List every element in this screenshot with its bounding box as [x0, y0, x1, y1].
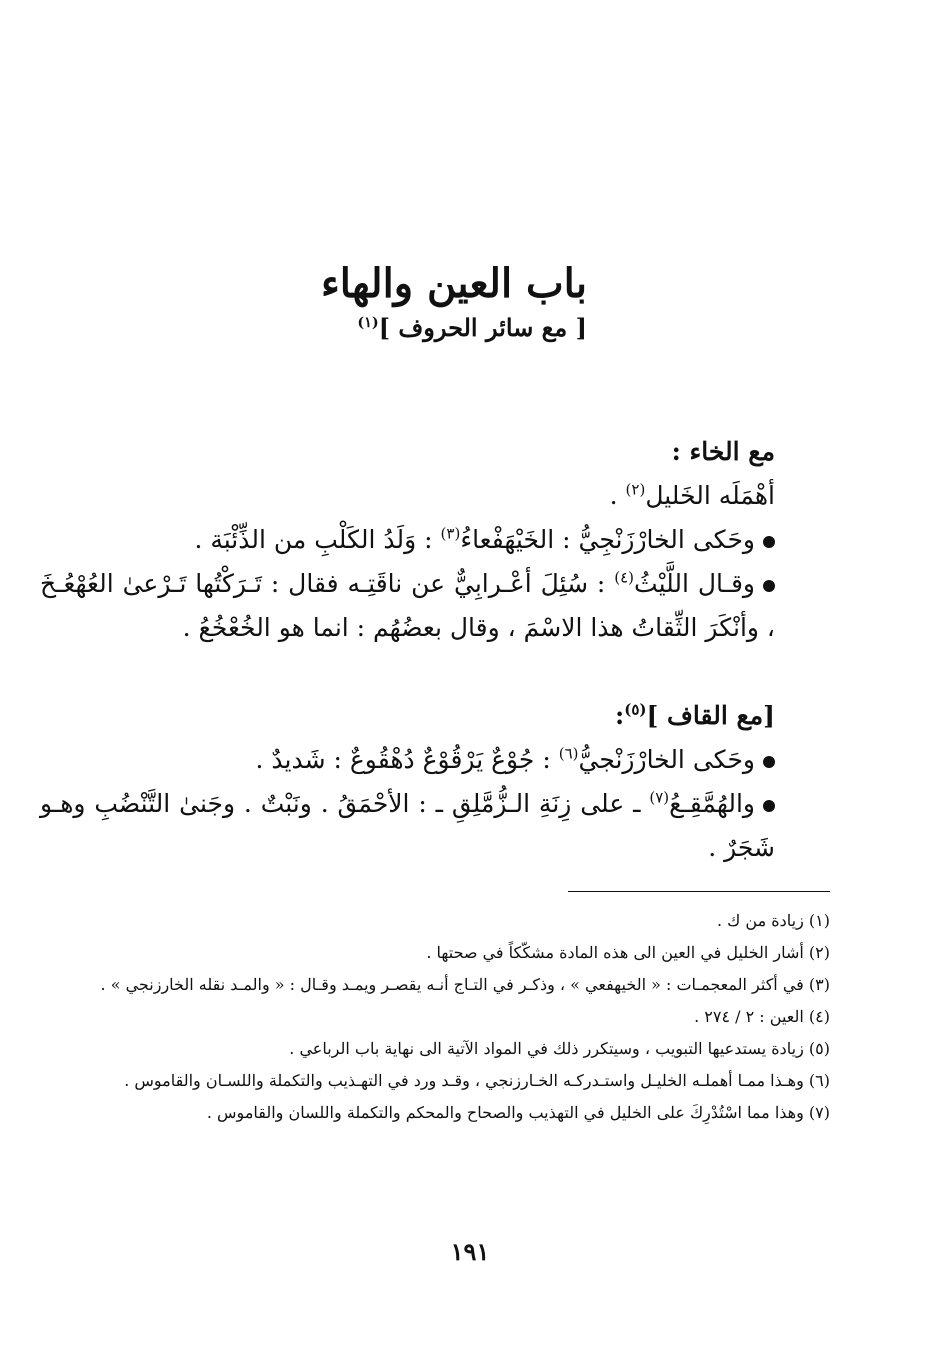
- footnote-divider: [568, 891, 830, 892]
- footnote-3: (٣) في أكثر المعجمـات : « الخيهفعي » ، وذكـر في التـاج أنـه يقصـر ويمـد وقـال : « والمـد نقله الخارزنجي » .: [100, 975, 830, 994]
- section-gap: [40, 650, 775, 694]
- page-number: ١٩١: [450, 1237, 490, 1266]
- footnote-1: (١) زيادة من ك .: [716, 911, 830, 930]
- bullet-icon: [763, 580, 775, 592]
- chapter-subtitle: [267, 310, 587, 346]
- entry-kha-2: [40, 562, 775, 650]
- entry-lead: والهُمَّقِـعُ: [669, 789, 755, 818]
- entry-rest: : سُئِلَ أعْـرابِيٌّ عن ناقَتِـه فقال : تَـرَكْتُها تَـرْعىٰ العُهْعُـخَ ، وأنْكَرَ الثِّقاتُ هذا الاسْمَ ، وقال بعضُهُم : انما هو الخُعْخُعُ .: [40, 569, 775, 642]
- entry-lead: وحَكى الخارْزَنْجيُّ: [578, 745, 755, 774]
- footnote-6: (٦) وهـذا ممـا أهملـه الخليـل واستـدركـه الخـارزنجي ، وقـد ورد في التهـذيب والتكملة واللسـان والقاموس .: [124, 1071, 830, 1090]
- chapter-title: باب العين والهاء: [321, 260, 587, 307]
- bullet-icon: [763, 800, 775, 812]
- entry-lead: وقـال اللَّيْثُ: [634, 569, 755, 598]
- section-heading-qaf: [40, 694, 775, 738]
- footnote-ref-2: (٢): [625, 480, 646, 499]
- footnotes: [100, 905, 830, 1129]
- entry-qaf-1: [40, 738, 775, 782]
- chapter-subtitle-text: [ مع سائر الحروف ]: [378, 313, 587, 342]
- section-heading-kha: مع الخاء :: [671, 437, 775, 466]
- footnote-4: (٤) العين : ٢ / ٢٧٤ .: [694, 1007, 830, 1026]
- footnote-ref-6: (٦): [558, 744, 579, 763]
- entry-qaf-2: [40, 782, 775, 870]
- bullet-icon: [763, 756, 775, 768]
- footnote-2: (٢) أشار الخليل في العين الى هذه المادة مشكّكاً في صحتها .: [426, 943, 830, 962]
- bullet-icon: [763, 536, 775, 548]
- entry-rest: : وَلَدُ الكَلْبِ من الذِّئْبَة .: [194, 525, 441, 554]
- entry-lead: وحَكى الخارْزَنْجِيُّ : الخَيْهَفْعاءُ: [460, 525, 755, 554]
- section-intro-kha: [40, 474, 775, 518]
- main-text: [40, 430, 775, 870]
- footnote-ref-4: (٤): [614, 568, 635, 587]
- footnote-5: (٥) زيادة يستدعيها التبويب ، وسيتكرر ذلك في المواد الآتية الى نهاية باب الرباعي .: [289, 1039, 830, 1058]
- chapter-title-block: [267, 258, 587, 346]
- heading-end: :: [614, 701, 625, 730]
- intro-text: أهْمَلَه الخَليل: [645, 481, 775, 510]
- footnote-7: (٧) وهذا مما اسْتُدْرِكَ على الخليل في التهذيب والصحاح والمحكم والتكملة واللسان والقاموس .: [206, 1103, 830, 1122]
- footnote-ref-7: (٧): [649, 788, 670, 807]
- footnote-ref-3: (٣): [440, 524, 461, 543]
- footnote-ref-1: (١): [357, 314, 379, 331]
- entry-rest: : جُوْعٌ يَرْقُوْعٌ دُهْقُوعٌ : شَديدٌ .: [255, 745, 559, 774]
- intro-end: .: [609, 481, 626, 510]
- entry-kha-1: [40, 518, 775, 562]
- entry-rest: ـ على زِنَةِ الـزُّمَّلِقِ ـ : الأحْمَقُ . ونَبْتٌ . وجَنىٰ التَّنْضُبِ وهـو شَجَرٌ .: [40, 789, 775, 862]
- footnote-ref-5: (٥): [624, 700, 647, 719]
- heading-text: [مع القاف ]: [646, 701, 775, 730]
